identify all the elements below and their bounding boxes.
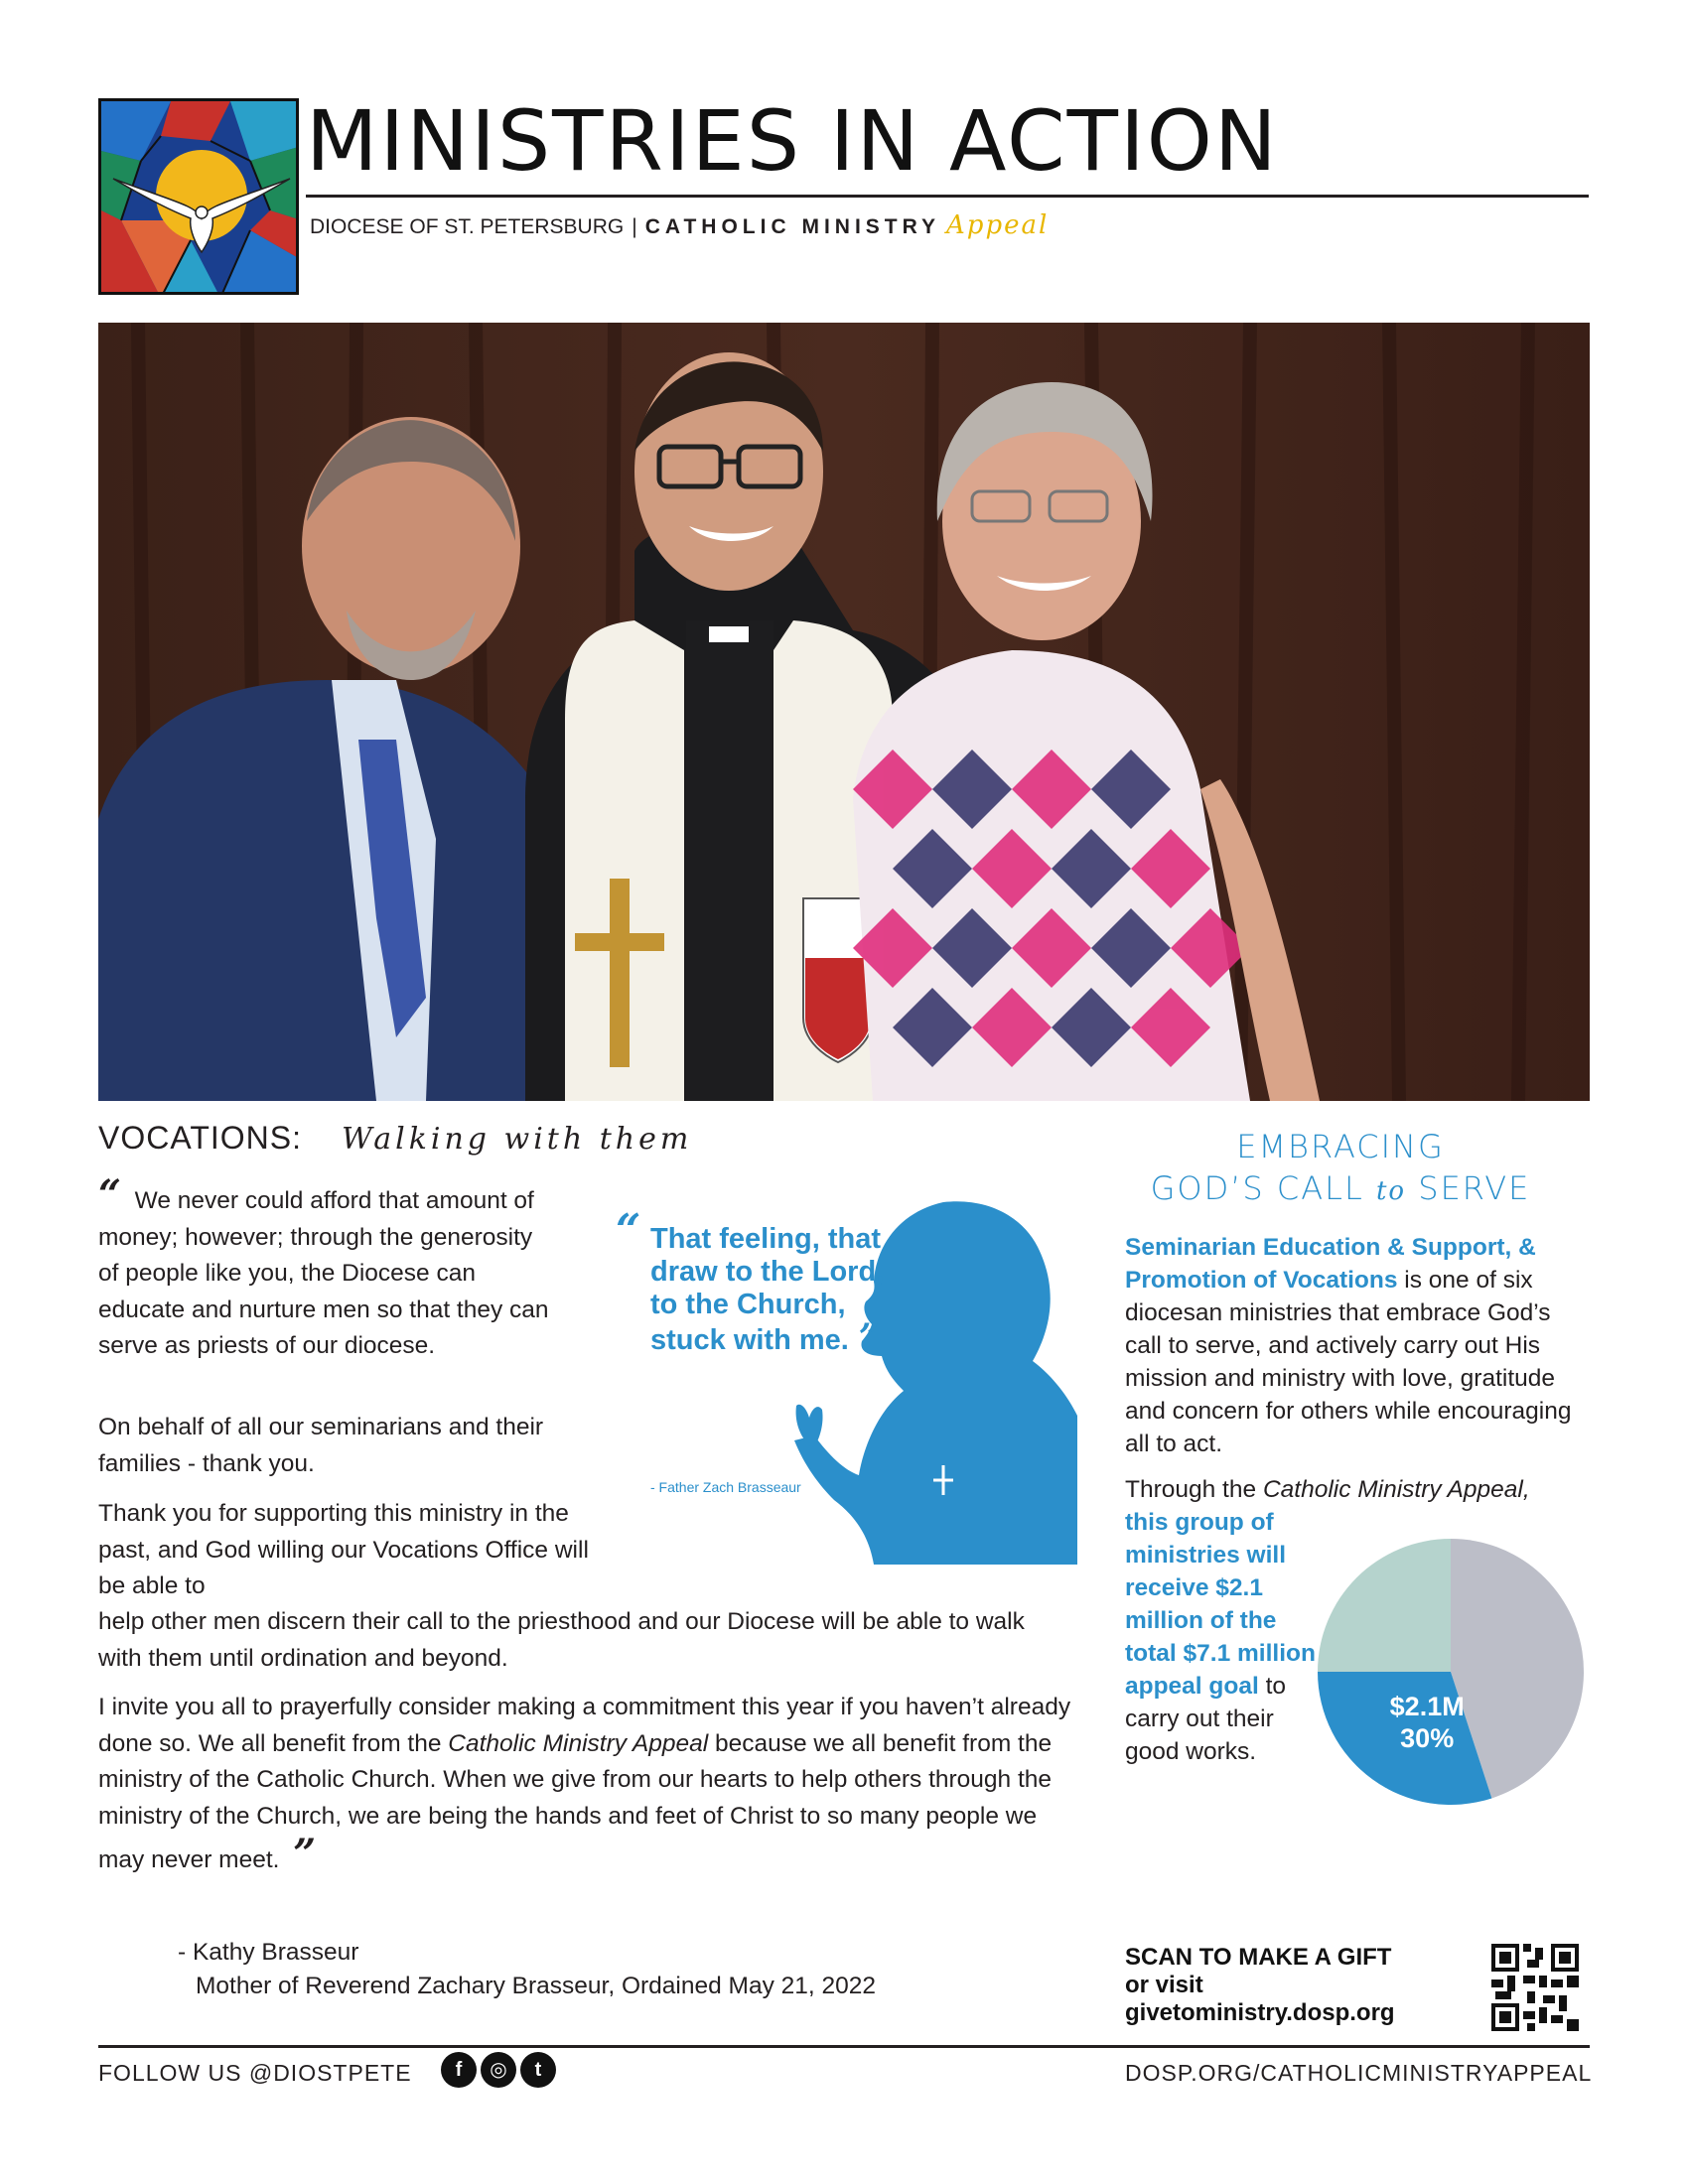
testimony-paragraph-3-end: help other men discern their call to the priesthood and our Diocese will be able to walk with them until ordination and beyond. [98,1608,1025,1672]
through-appeal-line [1125,1473,1592,1506]
embracing-heading-script: to [1375,1176,1407,1206]
vocations-heading-script: Walking with them [341,1122,693,1157]
website-url[interactable]: DOSP.ORG/CATHOLICMINISTRYAPPEAL [1125,2060,1593,2086]
pie-slice [1318,1539,1451,1672]
testimony-paragraph-1 [98,1171,555,1365]
ministry-highlight: Seminarian Education & Support, & Promotion of Vocations [1125,1234,1536,1294]
p4-after: because we all benefit from the ministry of the Catholic Church. When we give from our hearts to help others through the ministry of the Church, we are being the hands and feet of Christ to so many people we may never meet. [98,1729,1053,1873]
subtitle-separator: | [632,215,637,238]
diocese-name: DIOCESE OF ST. PETERSBURG [310,215,625,238]
embracing-heading [1102,1126,1579,1212]
p4-italic: Catholic Ministry Appeal [448,1729,709,1757]
embracing-heading-line-1: EMBRACING [1236,1128,1445,1165]
campaign-script: Appeal [946,210,1050,240]
signature-name: - Kathy Brasseur [178,1939,359,1966]
qr-code[interactable] [1491,1944,1579,2031]
embracing-paragraph-text: is one of six diocesan ministries that embrace God’s call to serve, and actively carry out His mission and ministry with love, gratitude and concern for others while encouraging all to act. [1125,1267,1572,1457]
through-italic: Catholic Ministry Appeal, [1262,1476,1530,1503]
embracing-heading-serve: SERVE [1418,1169,1531,1207]
follow-us: FOLLOW US @DIOSTPETE [98,2060,412,2086]
pull-quote-open-mark: “ [616,1205,641,1256]
pull-quote-text: That feeling, that draw to the Lord, to the Church, stuck with me. [650,1223,885,1356]
through-appeal-rest [1125,1506,1324,1768]
close-quote-mark: ” [293,1831,317,1877]
stained-glass-dove-logo [98,98,299,295]
scan-line-1: SCAN TO MAKE A GIFT [1125,1944,1392,1971]
instagram-icon[interactable]: ◎ [481,2052,516,2088]
pull-quote-close-mark: ” [858,1316,880,1358]
testimony-paragraph-1-text: We never could afford that amount of money; however; through the generosity of people like you, the Diocese can educate and nurture men so that they can serve as priests of our diocese. [98,1187,549,1359]
vocations-heading [98,1120,692,1157]
scan-line-2: or visit [1125,1972,1203,1998]
facebook-icon[interactable]: f [441,2052,477,2088]
signature-title: Mother of Reverend Zachary Brasseur, Ordained May 21, 2022 [196,1973,876,1999]
twitter-icon[interactable]: t [520,2052,556,2088]
pie-slice-percent-label: 30% [1400,1723,1455,1754]
open-quote-mark: “ [98,1171,122,1218]
vocations-heading-label: VOCATIONS: [98,1120,302,1156]
p4-before: I invite you all to prayerfully consider making a commitment this year if you haven’t already done so. We all benefit from the [98,1694,1071,1757]
footer-rule [98,2045,1590,2048]
embracing-paragraph [1125,1231,1592,1460]
title-rule [306,195,1589,198]
through-bold: this group of ministries will receive $2.1 million of the total $7.1 million appeal goal [1125,1509,1316,1700]
testimony-paragraph-2: On behalf of all our seminarians and their families - thank you. [98,1414,544,1477]
scan-url[interactable]: givetoministry.dosp.org [1125,1999,1395,2026]
through-after: to carry out their good works. [1125,1673,1287,1765]
appeal-pie-chart [1316,1537,1586,1807]
embracing-heading-line-2 [1102,1167,1579,1212]
testimony-paragraph-4 [98,1690,1071,1879]
testimony-paragraph-3-start: Thank you for supporting this ministry in the past, and God willing our Vocations Office will be able to [98,1500,589,1599]
pull-quote-attribution: - Father Zach Brasseaur [650,1479,801,1495]
page-title: MINISTRIES IN ACTION [306,92,1279,190]
social-icons [441,2052,560,2088]
through-before: Through the [1125,1476,1263,1503]
family-photo [98,323,1590,1101]
pull-quote [650,1223,909,1357]
subtitle [310,210,1049,240]
embracing-heading-gods-call: GOD’S CALL [1150,1169,1364,1207]
scan-to-give [1125,1944,1395,2027]
pie-slice-amount-label: $2.1M [1389,1692,1465,1722]
signature [178,1936,876,2003]
campaign-name: CATHOLIC MINISTRY [644,215,941,238]
